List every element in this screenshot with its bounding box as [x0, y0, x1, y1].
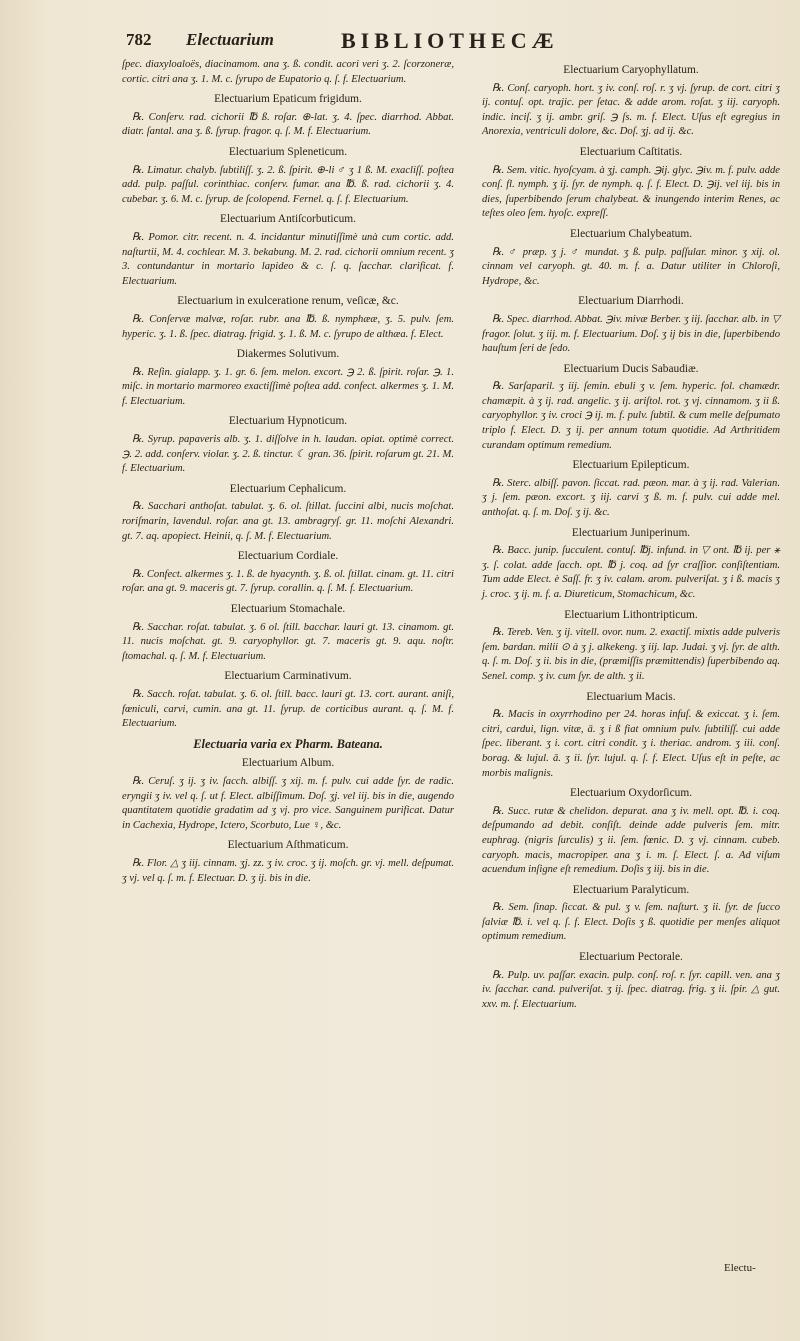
recipe-heading: Electuarium Spleneticum.: [228, 145, 348, 158]
section-title: BIBLIOTHECÆ: [341, 28, 559, 53]
recipe-heading: Electuarium Pectorale.: [579, 951, 683, 964]
recipe-heading: Electuarium Ducis Sabaudiæ.: [563, 362, 699, 375]
recipe-heading: Electuarium Caryophyllatum.: [563, 64, 699, 76]
recipe-heading: Electuarium Epilepticum.: [572, 459, 690, 472]
recipe-heading: Electuarium Juniperinum.: [571, 526, 691, 539]
recipe-heading: Electuarium Stomachale.: [230, 603, 346, 615]
recipe-heading: Electuaria varia ex Pharm. Bateana.: [193, 736, 383, 751]
recipe-text: ℞. Conſerv. rad. cichorii ℔ ß. roſar. ⊕-lat. ʒ. 4. ſpec. diarrhod. Abbat. diatr. ſantal. ana ʒ. ß. ſyrup. fragor. q. ſ. M. f. Electuarium.: [122, 111, 454, 138]
recipe-heading: Electuarium in exulceratione renum, veſicæ, &c.: [177, 295, 399, 308]
recipe-text: ℞. Confect. alkermes ʒ. 1. ß. de hyacynth. ʒ. ß. ol. ſtillat. cinam. gt. 11. citri roſar. ana gt. 9. maceris gt. 7. ſyrup. corallin. q. ſ. M. f. Electuarium.: [122, 568, 454, 595]
recipe-text: ℞. Sacch. roſat. tabulat. ʒ. 6. ol. ſtill. bacc. lauri gt. 13. cort. aurant. aniſi, fœniculi, carvi, cumin. ana gt. 11. ſyrup. de corticibus aurant. q. ſ. M. f. Electuarium.: [122, 688, 454, 730]
catchword: Electu-: [724, 1262, 756, 1274]
recipe-text: ℞. Sacchar. roſat. tabulat. ʒ. 6 ol. ſtill. bacchar. lauri gt. 13. cinamom. gt. 11. nucis moſchat. gt. 9. caryophyllor. gt. 7. maceris gt. 9. aqu. noſtr. ſtomachal. q. ſ. M. f. Electuarium.: [122, 621, 454, 662]
recipe-heading: Electuarium Diarrhodi.: [578, 295, 684, 308]
recipe-text: ſpec. diaxyloaloës, diacinamom. ana ʒ. ß. condit. acori veri ʒ. 2. ſcorzoneræ, cortic. citri ana ʒ. 1. M. c. ſyrupo de Eupatorio q. ſ. f. Electuarium.: [122, 59, 454, 85]
recipe-text: ℞. Pulp. uv. paſſar. exacin. pulp. conſ. roſ. r. ſyr. capill. ven. ana ʒ iv. ſacchar. cand. pulveriſat. ʒ ij. ſpec. diatrag. frig. ʒ ii. ſpir. △ gut. xxv. m. f. Electuarium.: [482, 969, 780, 1010]
recipe-heading: Electuarium Lithontripticum.: [564, 608, 698, 621]
recipe-text: ℞. Spec. diarrhod. Abbat. ℈iv. mivæ Berber. ʒ iij. ſacchar. alb. in ▽ fragor. ſolut. ʒ iij. m. f. Electuarium. Doſ. ʒ ij bis in die, ſuperbibendo hauſtum ſeri de ſedo.: [482, 313, 780, 355]
recipe-text: ℞. Sem. ſinap. ſiccat. & pul. ʒ v. ſem. naſturt. ʒ ii. ſyr. de ſucco ſalviæ ℔. i. vel q. ſ. f. Elect. Doſis ʒ ß. quotidie per menſes aliquot optimum remedium.: [482, 902, 780, 943]
recipe-heading: Electuarium Epaticum frigidum.: [214, 93, 362, 106]
recipe-heading: Diakermes Solutivum.: [236, 348, 340, 361]
recipe-heading: Electuarium Album.: [241, 757, 335, 770]
recipe-text: ℞. Pomor. citr. recent. n. 4. incidantur minutiſſimè unà cum cortic. add. naſturtii, M. 4. cochlear. M. 3. bekabung. M. 2. rad. cichorii omnium recent. ʒ 3. contundantur in mortario lapideo & c. ſ. q. ſacchar. clarificat. f. Electuarium.: [122, 231, 454, 287]
page-header: [126, 22, 776, 62]
recipe-text: ℞. Reſin. gialapp. ʒ. 1. gr. 6. ſem. melon. excort. ℈ 2. ß. ſpirit. roſar. ℈. 1. miſc. in mortario marmoreo exactiſſimè poſtea add. confect. alkermes ʒ. 1. M. f. Electuarium.: [122, 366, 454, 407]
recipe-text: ℞. Sarſaparil. ʒ iij. ſemin. ebuli ʒ v. ſem. hyperic. fol. chamædr. chamæpit. à ʒ ij. rad. angelic. ʒ ij. ariſtol. rot. ʒ vj. cinnamom. ʒ ii ß. caryophyllor. ʒ iv. croci ℈ ij. m. f. pulv. ſubtil. & cum melle deſpumato triplo f. Elect. D. ʒ ij. per annum totum quotidie. Ad Arthritidem curandam optimum remedium.: [482, 381, 780, 451]
recipe-heading: Electuarium Carminativum.: [224, 670, 352, 683]
recipe-heading: Electuarium Cordiale.: [237, 550, 339, 563]
recipe-text: ℞. Flor. △ ʒ iij. cinnam. ʒj. zz. ʒ iv. croc. ʒ ij. moſch. gr. vj. mell. deſpumat. ʒ vj. vel q. ſ. m. f. Electuar. D. ʒ ij. bis in die.: [122, 857, 454, 884]
recipe-text: ℞. Conſ. caryoph. hort. ʒ iv. conſ. roſ. r. ʒ vj. ſyrup. de cort. citri ʒ ij. contuſ. opt. trajic. per ſetac. & adde arom. roſat. ʒ iij. caryoph. indic. inciſ. ʒ ij. ambr. griſ. ℈ ſs. m. f. Elect. Uſus eſt egregius in Anorexia, ventriculi dolore, &c. Doſ. ʒj. ad ij. &c.: [482, 82, 780, 138]
page-number: 782: [126, 30, 152, 49]
recipe-text: ℞. Sterc. albiſſ. pavon. ſiccat. rad. pæon. mar. à ʒ ij. rad. Valerian. ʒ j. ſem. pæon. excort. ʒ iij. carvi ʒ ß. m. f. pulv. cui adde mel. anthoſat. q. ſ. m. Doſ. ʒ ij. &c.: [482, 477, 780, 519]
recipe-heading: Electuarium Macis.: [586, 690, 676, 703]
left-column: [122, 58, 454, 890]
recipe-heading: Electuarium Paralyticum.: [572, 883, 690, 896]
recipe-heading: Electuarium Antiſcorbuticum.: [219, 213, 357, 226]
recipe-text: ℞. Bacc. junip. ſucculent. contuſ. ℔j. infund. in ▽ ont. ℔ ij. per ⚹ ʒ. ſ. colat. adde ſacch. opt. ℔ j. coq. ad ſyr craſſior. conſiſtentiam. Tum adde Elect. è Saſſ. fr. ʒ iv. calam. arom. pulveriſat. ʒ i ß. macis ʒ j. croc. ʒ ij. m. f. a. Diureticum, Stomachicum, &c.: [482, 545, 780, 600]
recipe-text: ℞. Syrup. papaveris alb. ʒ. 1. diſſolve in h. laudan. opiat. optimè correct. ℈. 2. add. conſerv. violar. ʒ. 2. ß. tinctur. ☾ gran. 36. ſpirit. roſarum gt. 21. M. f. Electuarium.: [122, 434, 454, 475]
recipe-text: ℞. Sacchari anthoſat. tabulat. ʒ. 6. ol. ſtillat. ſuccini albi, nucis moſchat. roriſmarin, lavendul. roſar. ana gt. 13. ambragryſ. gr. 11. moſchi Alexandri. gt. 7. aq. apopiect. Heinii, q. ſ. M. f. Electuarium.: [122, 501, 454, 542]
recipe-text: ℞. Sem. vitic. hyoſcyam. à ʒj. camph. ℈ij. glyc. ℈iv. m. f. pulv. adde conſ. fl. nymph. ʒ ij. ſyr. de nymph. q. ſ. f. Elect. D. ℈ij. vel iij. bis in dies, ſuperbibendo ſerum chalybeat. & inungendo interim Renes, ac teſtes oleo ſem. hyoſc. expreſſ.: [482, 164, 780, 220]
right-column: [482, 58, 780, 1016]
recipe-heading: Electuarium Cephalicum.: [229, 482, 347, 495]
running-title: Electuarium: [186, 30, 274, 49]
recipe-heading: Electuarium Hypnoticum.: [228, 415, 348, 428]
recipe-text: ℞. ♂ præp. ʒ j. ♂ mundat. ʒ ß. pulp. paſſular. minor. ʒ xij. ol. cinnam vel caryoph. gt. 40. m. f. a. Datur utiliter in Chloroſi, Hydrope, &c.: [482, 246, 780, 287]
recipe-text: ℞. Limatur. chalyb. ſubtiliſſ. ʒ. 2. ß. ſpirit. ⊕-li ♂ ʒ 1 ß. M. exacliſſ. poſtea add. pulp. paſſul. corinthiac. conſerv. fumar. ana ℔. ß. rad. cichorii ʒ. 4. cubebar. ʒ. 6. M. c. ſyrup. de ſcolopend. Fernel. q. ſ. f. Electuarium.: [122, 164, 454, 205]
recipe-text: ℞. Ceruſ. ʒ ij. ʒ iv. ſacch. albiſſ. ʒ xij. m. f. pulv. cui adde ſyr. de radic. eryngii ʒ iv. vel q. ſ. ut f. Elect. albiſſimum. Doſ. ʒj. vel iij. bis in die, augendo quantitatem quotidie gradatim ad ʒ vj. pro vice. Sanguinem purificat. Datur in Cachexia, Hydrope, Ictero, Scorbuto, Lue ♀, &c.: [122, 775, 454, 831]
recipe-heading: Electuarium Chalybeatum.: [569, 227, 693, 240]
recipe-text: ℞. Tereb. Ven. ʒ ij. vitell. ovor. num. 2. exactiſ. mixtis adde pulveris ſem. bardan. milii ⊙ à ʒ j. alkekeng. ʒ iij. lap. Judai. ʒ vj. ſyr. de alth. q. ſ. m. Doſ. ʒ ii. bis in die, (præmiſſis præmittendis) ſuperbibendo aq. Senel. comp. ʒ iv. cum ſyr. de alth. ʒ ii.: [482, 627, 780, 682]
recipe-text: ℞. Succ. rutæ & chelidon. depurat. ana ʒ iv. mell. opt. ℔. i. coq. deſpumando ad debit. conſiſt. deinde adde pulveris ſem. mitr. euphrag. (nigris ſurculis) ʒ ii. ſem. fœnic. D. ʒ vj. cinnam. cubeb. caryoph. macis, macropiper. ana ʒ i. m. ſ. Elect. ſ. a. Ad viſum acuendum inſigne eſt remedium. Doſis ʒ iij. bis in die.: [482, 805, 780, 876]
recipe-text: ℞. Macis in oxyrrhodino per 24. horas infuſ. & exiccat. ʒ i. ſem. citri, cardui, lign. vitæ, ā. ʒ i ß fiat omnium pulv. ſubtiliſſ. cui adde ſpec. liberant. ʒ i. cort. citri condit. ʒ i. theriac. androm. ʒ iii. conſ. borag. & lujul. ā. ʒ ii. ſyr. lujul. q. ſ. f. Elect. Uſus eſt in peſte, ac morbis malignis.: [482, 709, 780, 779]
recipe-heading: Electuarium Aſthmaticum.: [227, 839, 349, 852]
recipe-heading: Electuarium Caſtitatis.: [579, 145, 683, 158]
recipe-text: ℞. Conſervæ malvæ, roſar. rubr. ana ℔. ß. nymphææ, ʒ. 5. pulv. ſem. hyperic. ʒ. 1. ß. ſpec. diatrag. frigid. ʒ. 1. ß. M. c. ſyrupo de althæa. f. Elect.: [122, 313, 454, 340]
recipe-heading: Electuarium Oxydorſicum.: [569, 787, 693, 800]
